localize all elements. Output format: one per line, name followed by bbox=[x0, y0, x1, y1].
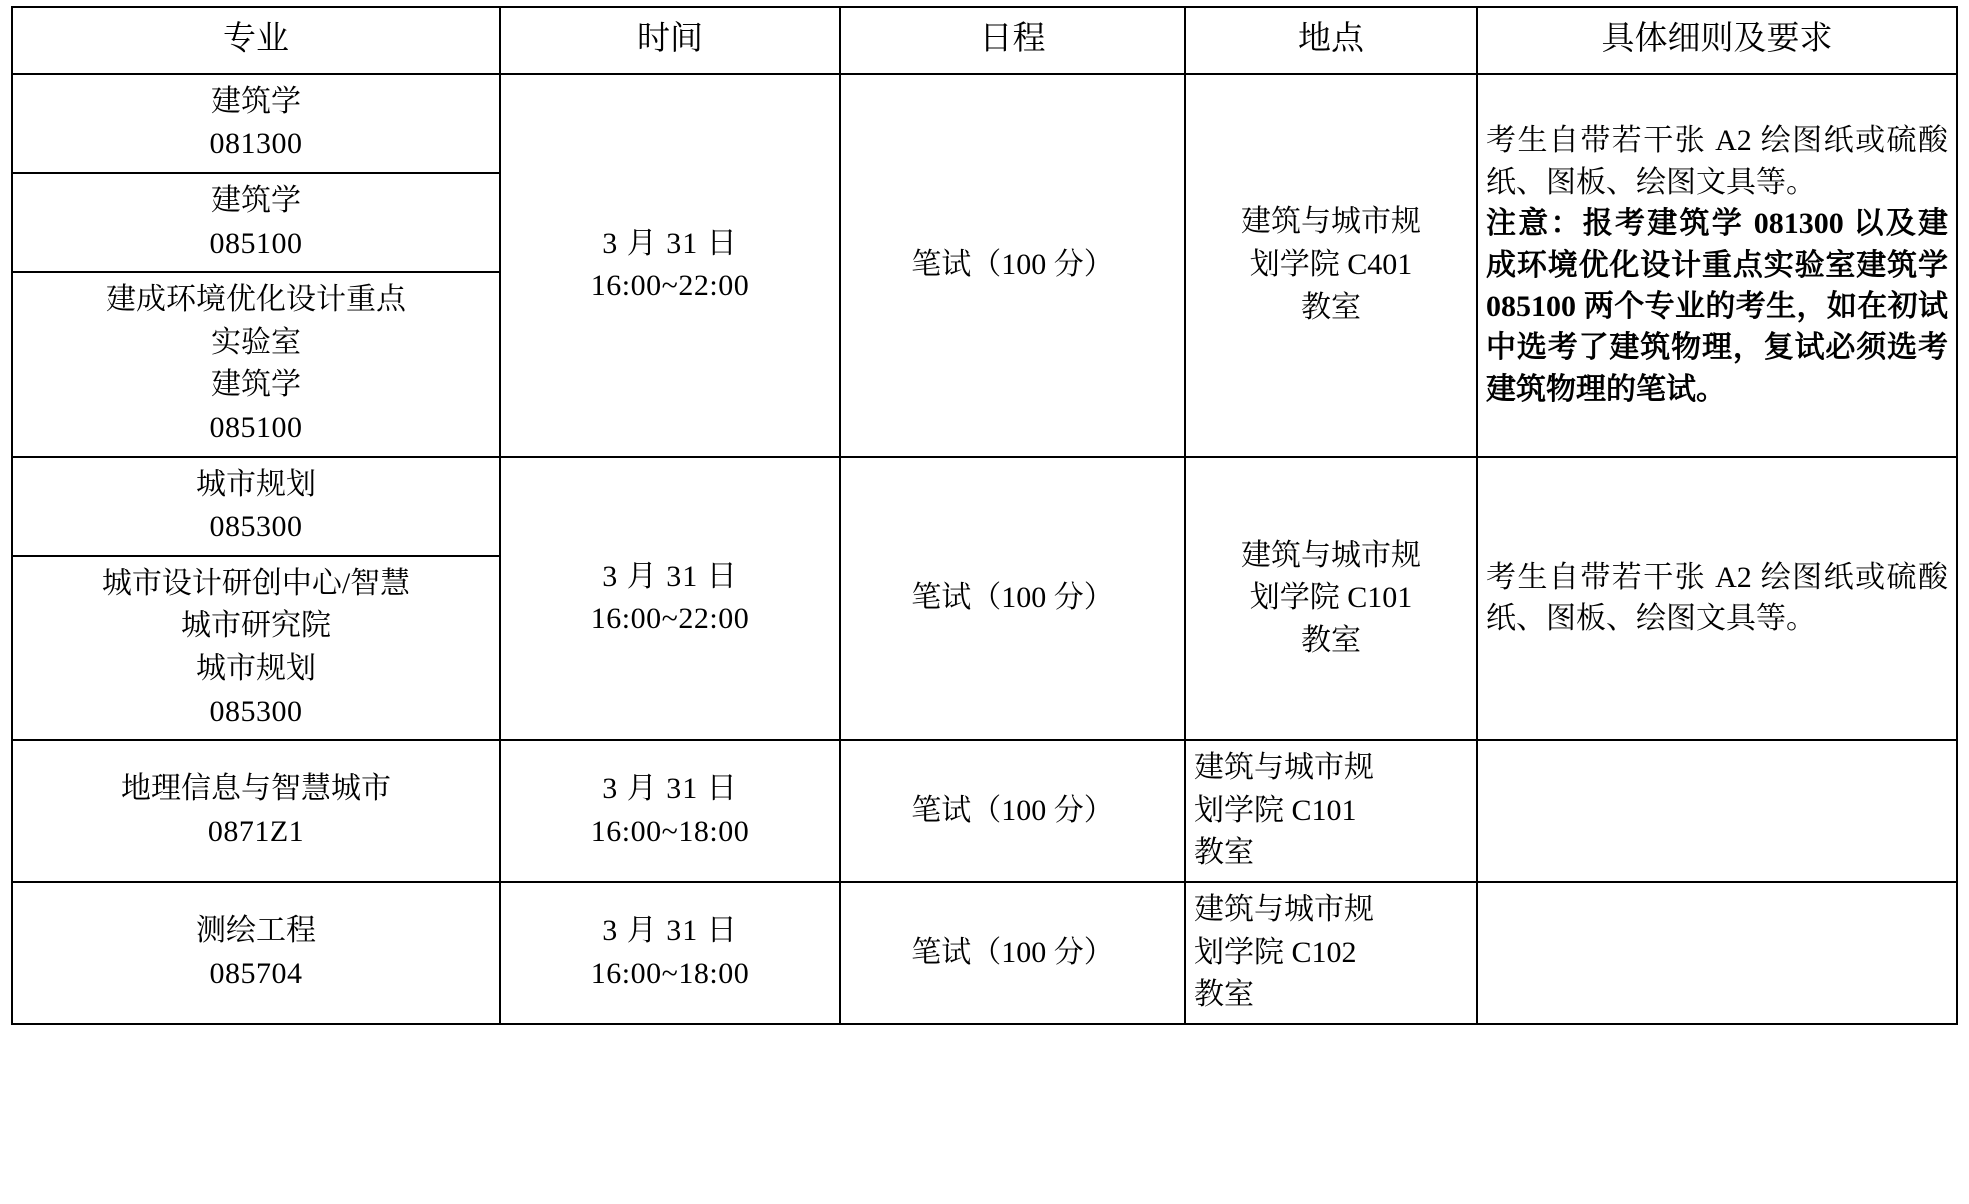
agenda-cell: 笔试（100 分） bbox=[840, 74, 1185, 457]
time-range: 16:00~22:00 bbox=[590, 269, 750, 303]
time-cell bbox=[500, 740, 840, 882]
major-name: 建筑学 bbox=[211, 368, 301, 402]
column-header-agenda: 日程 bbox=[840, 7, 1185, 74]
major-code: 085100 bbox=[209, 411, 303, 445]
time-range: 16:00~18:00 bbox=[590, 815, 750, 849]
agenda-cell: 笔试（100 分） bbox=[840, 882, 1185, 1024]
major-code: 085300 bbox=[209, 694, 303, 728]
table-row bbox=[12, 740, 1957, 882]
details-note: 注意：报考建筑学 081300 以及建成环境优化设计重点实验室建筑学 085100 两个专业的考生，如在初试中选考了建筑物理，复试必须选考建筑物理的笔试。 bbox=[1486, 207, 1948, 406]
place-line-2: 划学院 C401 bbox=[1249, 247, 1413, 281]
time-date: 3 月 31 日 bbox=[602, 914, 738, 948]
time-cell bbox=[500, 882, 840, 1024]
place-line-1: 建筑与城市规 bbox=[1241, 538, 1421, 572]
place-line-2: 划学院 C102 bbox=[1194, 935, 1357, 969]
major-cell bbox=[12, 173, 500, 272]
time-range: 16:00~18:00 bbox=[590, 956, 750, 990]
time-date: 3 月 31 日 bbox=[602, 559, 738, 593]
column-header-major: 专业 bbox=[12, 7, 500, 74]
table-header-row bbox=[12, 7, 1957, 74]
place-line-1: 建筑与城市规 bbox=[1241, 205, 1421, 239]
time-range: 16:00~22:00 bbox=[590, 602, 750, 636]
details-paragraph: 考生自带若干张 A2 绘图纸或硫酸纸、图板、绘图文具等。 bbox=[1486, 561, 1948, 636]
place-cell bbox=[1185, 457, 1477, 741]
major-name: 建筑学 bbox=[211, 84, 301, 118]
details-cell bbox=[1477, 882, 1957, 1024]
major-name: 测绘工程 bbox=[196, 914, 316, 948]
exam-schedule-table bbox=[11, 6, 1958, 1025]
table-row bbox=[12, 74, 1957, 173]
major-lab-line-2: 实验室 bbox=[211, 325, 301, 359]
details-cell bbox=[1477, 740, 1957, 882]
agenda-cell: 笔试（100 分） bbox=[840, 457, 1185, 741]
agenda-cell: 笔试（100 分） bbox=[840, 740, 1185, 882]
time-cell bbox=[500, 74, 840, 457]
major-code: 0871Z1 bbox=[207, 815, 305, 849]
place-line-3: 教室 bbox=[1194, 978, 1254, 1012]
details-cell bbox=[1477, 74, 1957, 457]
major-cell bbox=[12, 272, 500, 456]
place-line-3: 教室 bbox=[1301, 290, 1361, 324]
major-name: 建筑学 bbox=[211, 184, 301, 218]
table-row bbox=[12, 457, 1957, 556]
major-name: 地理信息与智慧城市 bbox=[121, 772, 391, 806]
column-header-details: 具体细则及要求 bbox=[1477, 7, 1957, 74]
place-cell bbox=[1185, 740, 1477, 882]
details-paragraph: 考生自带若干张 A2 绘图纸或硫酸纸、图板、绘图文具等。 bbox=[1486, 124, 1948, 199]
major-cell bbox=[12, 457, 500, 556]
major-cell bbox=[12, 882, 500, 1024]
table-row bbox=[12, 882, 1957, 1024]
major-code: 085704 bbox=[209, 956, 303, 990]
time-cell bbox=[500, 457, 840, 741]
major-center-line-1: 城市设计研创中心/智慧 bbox=[101, 566, 411, 600]
place-line-1: 建筑与城市规 bbox=[1194, 892, 1374, 926]
major-code: 085300 bbox=[209, 510, 303, 544]
place-line-1: 建筑与城市规 bbox=[1194, 751, 1374, 785]
major-cell bbox=[12, 740, 500, 882]
major-name: 城市规划 bbox=[196, 467, 316, 501]
time-date: 3 月 31 日 bbox=[602, 772, 738, 806]
major-code: 085100 bbox=[209, 226, 303, 260]
place-line-2: 划学院 C101 bbox=[1249, 581, 1413, 615]
column-header-place: 地点 bbox=[1185, 7, 1477, 74]
column-header-time: 时间 bbox=[500, 7, 840, 74]
place-line-3: 教室 bbox=[1194, 836, 1254, 870]
time-date: 3 月 31 日 bbox=[602, 226, 738, 260]
major-cell bbox=[12, 556, 500, 740]
place-line-3: 教室 bbox=[1301, 623, 1361, 657]
details-cell bbox=[1477, 457, 1957, 741]
major-lab-line-1: 建成环境优化设计重点 bbox=[106, 283, 406, 317]
major-center-line-2: 城市研究院 bbox=[181, 609, 331, 643]
major-cell bbox=[12, 74, 500, 173]
place-cell bbox=[1185, 882, 1477, 1024]
place-line-2: 划学院 C101 bbox=[1194, 793, 1357, 827]
major-code: 081300 bbox=[209, 127, 303, 161]
major-name: 城市规划 bbox=[196, 651, 316, 685]
place-cell bbox=[1185, 74, 1477, 457]
